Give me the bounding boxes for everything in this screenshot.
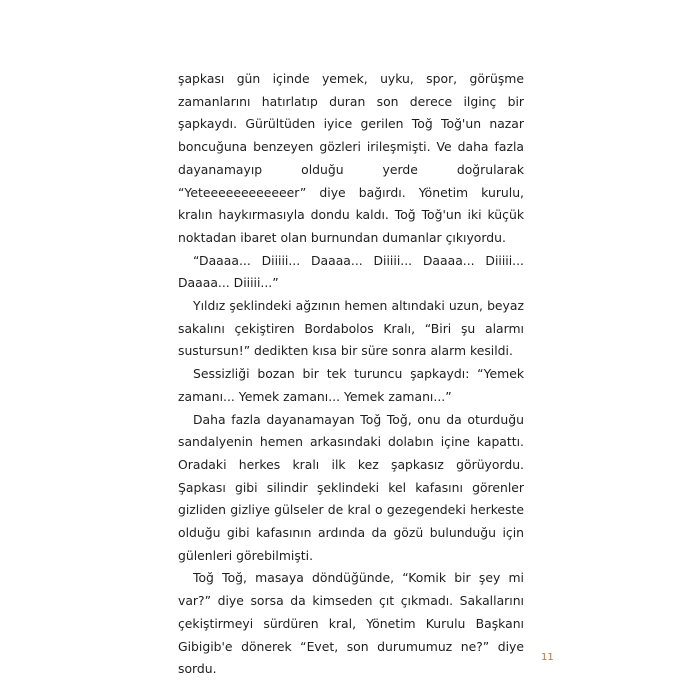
page-number: 11 [541,652,554,663]
paragraph: Toğ Toğ, masaya döndüğünde, “Komik bir şey mi var?” diye sorsa da kimseden çıt çıkmadı. Sakallarını çekiştirmeyi sürdüren kral, Yönetim Kurulu Başkanı Gibigib'e dönerek “Evet, son durumumuz ne?” diye sordu. [178,570,524,677]
paragraph: şapkası gün içinde yemek, uyku, spor, görüşme zamanlarını hatırlatıp duran son derece ilginç bir şapkaydı. Gürültüden iyice gerilen Toğ Toğ'un nazar boncuğuna benzeyen gözleri irileşmişti. Ve daha fazla dayanamayıp olduğu yerde doğrularak “Yeteeeeeeeeeeeer” diye bağırdı. Yönetim kurulu, kralın haykırmasıyla dondu kaldı. Toğ Toğ'un iki küçük noktadan ibaret olan burnundan dumanlar çıkıyordu. [178,71,524,245]
body-text [178,68,524,681]
paragraph: Sessizliği bozan bir tek turuncu şapkaydı: “Yemek zamanı... Yemek zamanı... Yemek zamanı...” [178,366,524,404]
paragraph: Yıldız şeklindeki ağzının hemen altındaki uzun, beyaz sakalını çekiştiren Bordabolos Kralı, “Biri şu alarmı sustursun!” dedikten kısa bir süre sonra alarm kesildi. [178,298,524,359]
paragraph: “Daaaa... Diiiii... Daaaa... Diiiii... Daaaa... Diiiii... Daaaa... Diiiii...” [178,252,524,291]
paragraph: Daha fazla dayanamayan Toğ Toğ, onu da oturduğu sandalyenin hemen arkasındaki dolabın içine kapattı. Oradaki herkes kralı ilk kez şapkasız görüyordu. Şapkası gibi silindir şeklindeki kel kafasını görenler gizliden gizliye gülseler de kral o gezegendeki herkeste olduğu gibi kafasının ardında da gözü bulunduğu için gülenleri görebilmişti. [178,411,524,563]
